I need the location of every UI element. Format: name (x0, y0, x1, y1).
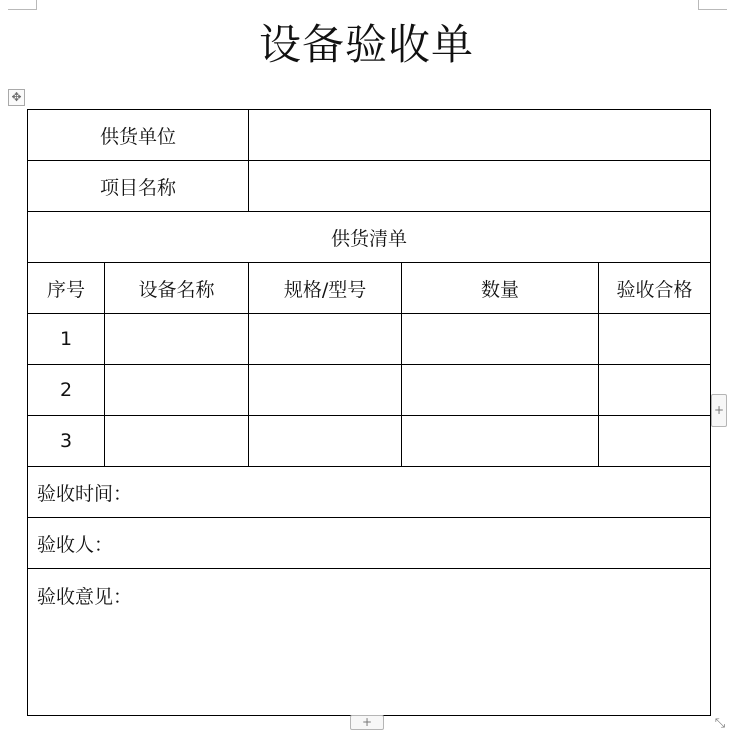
quantity-cell[interactable] (402, 365, 599, 416)
row-number-cell: 1 (28, 314, 105, 365)
column-header-no: 序号 (28, 263, 105, 314)
page-corner-mark-left (8, 0, 37, 10)
document-title: 设备验收单 (258, 20, 474, 69)
pass-cell[interactable] (599, 365, 711, 416)
device-name-cell[interactable] (105, 365, 249, 416)
pass-cell[interactable] (599, 314, 711, 365)
device-name-cell[interactable] (105, 314, 249, 365)
column-header-row (28, 263, 711, 314)
plus-icon: + (713, 403, 725, 417)
spec-cell[interactable] (249, 416, 402, 467)
table-row (28, 416, 711, 467)
pass-cell[interactable] (599, 416, 711, 467)
spec-cell[interactable] (249, 365, 402, 416)
table-row (28, 314, 711, 365)
column-header-pass: 验收合格 (599, 263, 711, 314)
supplier-cell[interactable] (249, 110, 711, 161)
project-row (28, 161, 711, 212)
list-heading: 供货清单 (28, 212, 711, 263)
quantity-cell[interactable] (402, 314, 599, 365)
acceptance-time-row (28, 467, 711, 518)
acceptor-cell[interactable]: 验收人： (28, 518, 711, 569)
column-header-qty: 数量 (402, 263, 599, 314)
row-number-cell: 2 (28, 365, 105, 416)
acceptor-row (28, 518, 711, 569)
supplier-label: 供货单位 (28, 110, 249, 161)
acceptance-form-table (27, 109, 711, 716)
column-header-name: 设备名称 (105, 263, 249, 314)
move-arrows-icon: ✥ (11, 90, 22, 104)
spec-cell[interactable] (249, 314, 402, 365)
device-name-cell[interactable] (105, 416, 249, 467)
plus-icon: + (361, 715, 373, 729)
table-resize-handle[interactable] (712, 716, 728, 732)
row-number-cell: 3 (28, 416, 105, 467)
opinion-cell[interactable]: 验收意见： (28, 569, 711, 716)
diagonal-resize-icon: ⤡ (714, 716, 726, 731)
page-corner-mark-right (698, 0, 727, 10)
add-row-handle[interactable] (350, 715, 384, 730)
project-label: 项目名称 (28, 161, 249, 212)
list-heading-row (28, 212, 711, 263)
project-cell[interactable] (249, 161, 711, 212)
column-header-spec: 规格/型号 (249, 263, 402, 314)
supplier-row (28, 110, 711, 161)
opinion-row (28, 569, 711, 716)
add-column-handle[interactable] (711, 394, 727, 427)
table-move-handle[interactable] (8, 89, 25, 106)
acceptance-time-cell[interactable]: 验收时间： (28, 467, 711, 518)
quantity-cell[interactable] (402, 416, 599, 467)
table-row (28, 365, 711, 416)
